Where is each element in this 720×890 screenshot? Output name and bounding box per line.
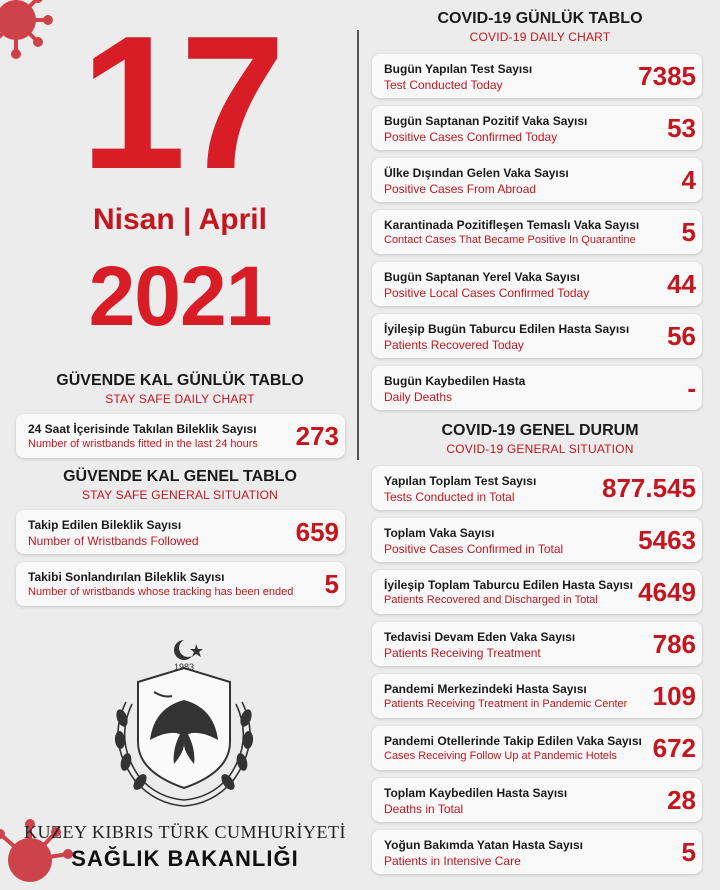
stat-label-en: Positive Local Cases Confirmed Today: [384, 286, 590, 300]
stay-safe-daily-title: GÜVENDE KAL GÜNLÜK TABLO: [56, 372, 304, 389]
stat-card: [372, 674, 702, 718]
stat-label-en: Number of wristbands fitted in the last 24 hours: [28, 438, 258, 450]
stat-value: 28: [667, 784, 696, 815]
stat-label-en: Deaths in Total: [384, 802, 464, 816]
stat-card: [372, 778, 702, 822]
ministry-line2: SAĞLIK BAKANLIĞI: [71, 846, 299, 871]
stat-label-tr: Takibi Sonlandırılan Bileklik Sayısı: [28, 570, 225, 584]
stat-value: 44: [667, 268, 696, 299]
stay-safe-daily-subtitle: STAY SAFE DAILY CHART: [105, 392, 255, 406]
stat-card: [372, 466, 702, 510]
stat-value: 672: [652, 732, 696, 763]
covid-daily-subtitle: COVID-19 DAILY CHART: [469, 30, 611, 44]
stat-card: [372, 726, 702, 770]
stat-label-en: Cases Receiving Follow Up at Pandemic Hotels: [384, 750, 617, 762]
stat-label-tr: Tedavisi Devam Eden Vaka Sayısı: [384, 630, 576, 644]
stat-value: 659: [295, 516, 339, 547]
stat-card: [16, 562, 345, 606]
stat-card: [16, 510, 345, 554]
covid-daily-title: COVID-19 GÜNLÜK TABLO: [437, 10, 643, 27]
stat-label-en: Patients Receiving Treatment in Pandemic Center: [384, 698, 628, 710]
stat-label-tr: İyileşip Bugün Taburcu Edilen Hasta Sayısı: [384, 322, 630, 336]
stat-value: 5: [681, 836, 696, 867]
stat-value: 5463: [638, 524, 696, 555]
stay-safe-general-subtitle: STAY SAFE GENERAL SITUATION: [81, 488, 279, 502]
stat-label-en: Number of Wristbands Followed: [28, 534, 199, 548]
stat-label-en: Positive Cases Confirmed in Total: [384, 542, 564, 556]
column-divider: [357, 30, 359, 460]
stat-label-tr: Toplam Vaka Sayısı: [384, 526, 495, 540]
stat-card: [372, 158, 702, 202]
stat-label-en: Patients Recovered and Discharged in Total: [384, 594, 598, 606]
stat-value: 7385: [638, 60, 696, 91]
stat-card: [372, 314, 702, 358]
stat-value: 5: [324, 568, 339, 599]
stat-label-tr: İyileşip Toplam Taburcu Edilen Hasta Sayısı: [384, 578, 633, 592]
stat-label-tr: Ülke Dışından Gelen Vaka Sayısı: [384, 166, 569, 180]
stay-safe-general-title: GÜVENDE KAL GENEL TABLO: [63, 468, 297, 485]
stay-safe-general-header: [0, 468, 360, 502]
stat-value: 877.545: [602, 472, 696, 503]
stat-label-tr: Karantinada Pozitifleşen Temaslı Vaka Sayısı: [384, 218, 640, 232]
stat-label-en: Patients in Intensive Care: [384, 854, 521, 868]
stat-value: 5: [681, 216, 696, 247]
stat-label-tr: Yoğun Bakımda Yatan Hasta Sayısı: [384, 838, 583, 852]
stat-card: [372, 570, 702, 614]
stat-value: 56: [667, 320, 696, 351]
stat-card: [372, 210, 702, 254]
covid-daily-header: [360, 10, 720, 44]
stat-label-en: Patients Recovered Today: [384, 338, 524, 352]
stat-card: [372, 518, 702, 562]
stat-label-tr: Yapılan Toplam Test Sayısı: [384, 474, 537, 488]
stat-label-tr: Bugün Saptanan Pozitif Vaka Sayısı: [384, 114, 588, 128]
stat-label-en: Daily Deaths: [384, 390, 453, 404]
emblem-year: 1983: [173, 662, 195, 672]
stat-label-en: Contact Cases That Became Positive In Quarantine: [384, 234, 636, 246]
stat-value: 273: [295, 420, 339, 451]
stat-card: [372, 262, 702, 306]
stat-label-tr: Pandemi Merkezindeki Hasta Sayısı: [384, 682, 587, 696]
stat-label-en: Patients Receiving Treatment: [384, 646, 541, 660]
stat-card: [372, 622, 702, 666]
stat-card: [372, 830, 702, 874]
stat-label-en: Tests Conducted in Total: [384, 490, 515, 504]
stat-label-tr: Bugün Yapılan Test Sayısı: [384, 62, 533, 76]
dove-emblem-icon: [96, 622, 272, 808]
stat-value: 4649: [638, 576, 696, 607]
ministry-line1: KUZEY KIBRIS TÜRK CUMHURİYETİ: [24, 822, 346, 842]
covid-general-header: [360, 422, 720, 456]
stat-label-en: Positive Cases From Abroad: [384, 182, 537, 196]
covid-general-subtitle: COVID-19 GENERAL SITUATION: [446, 442, 634, 456]
stat-label-tr: Toplam Kaybedilen Hasta Sayısı: [384, 786, 568, 800]
stat-value: -: [687, 372, 696, 403]
stat-label-tr: Pandemi Otellerinde Takip Edilen Vaka Sayısı: [384, 734, 642, 748]
stat-label-en: Positive Cases Confirmed Today: [384, 130, 558, 144]
stat-label-en: Test Conducted Today: [384, 78, 503, 92]
date-month: Nisan | April: [93, 203, 267, 236]
stat-card: [16, 414, 345, 458]
covid-general-title: COVID-19 GENEL DURUM: [441, 422, 639, 439]
stat-label-tr: Bugün Kaybedilen Hasta: [384, 374, 526, 388]
stat-value: 4: [681, 164, 696, 195]
stat-label-en: Number of wristbands whose tracking has been ended: [28, 586, 294, 598]
date-day: 17: [80, 0, 280, 209]
stat-value: 53: [667, 112, 696, 143]
stat-label-tr: 24 Saat İçerisinde Takılan Bileklik Sayısı: [28, 422, 257, 436]
stat-label-tr: Bugün Saptanan Yerel Vaka Sayısı: [384, 270, 580, 284]
stat-card: [372, 106, 702, 150]
stay-safe-daily-header: [0, 372, 360, 406]
stat-label-tr: Takip Edilen Bileklik Sayısı: [28, 518, 182, 532]
stat-card: [372, 54, 702, 98]
left-column: [0, 0, 360, 881]
date-year: 2021: [88, 249, 272, 343]
stat-card: [372, 366, 702, 410]
stat-value: 109: [652, 680, 696, 711]
stat-value: 786: [652, 628, 696, 659]
